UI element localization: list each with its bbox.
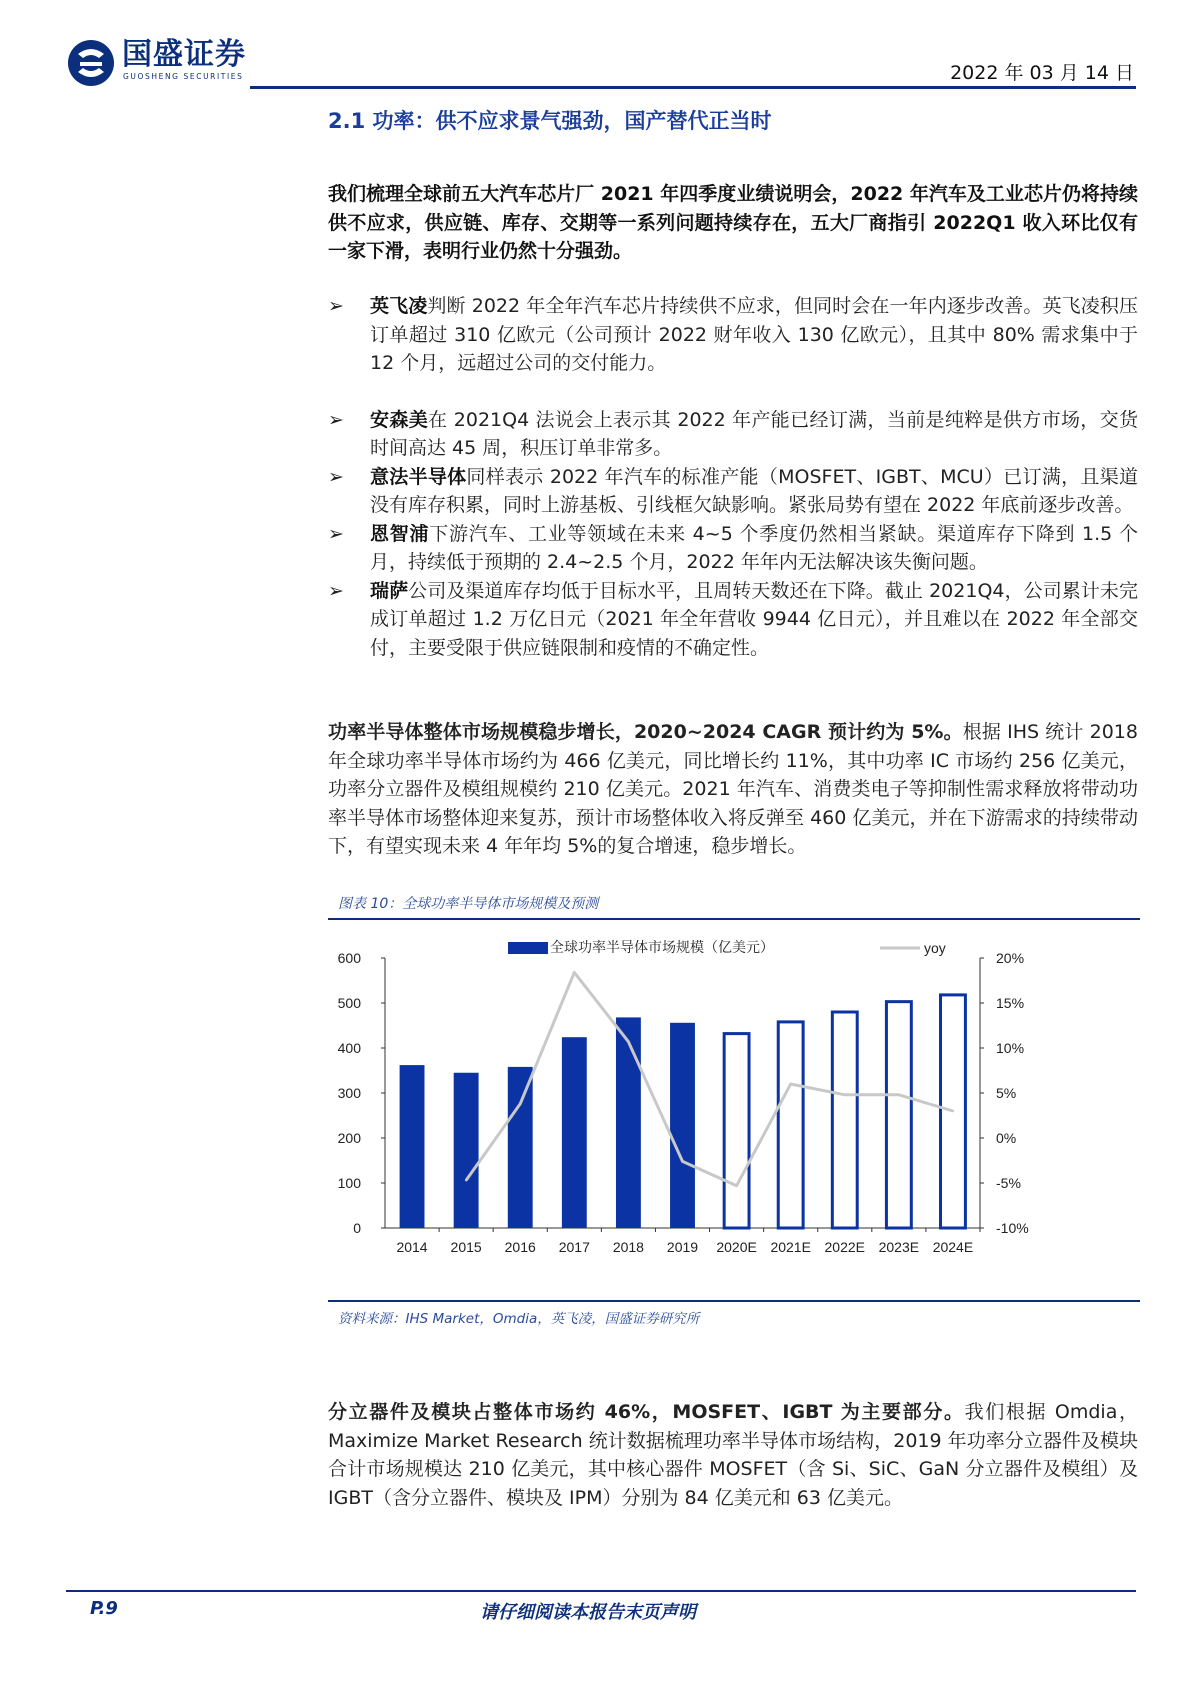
logo-subtext: GUOSHENG SECURITIES [123,72,244,81]
yoy-point [898,1094,900,1096]
paragraph-lead: 分立器件及模块占整体市场约 46%，MOSFET、IGBT 为主要部分。 [328,1401,965,1423]
x-tick-label: 2024E [932,1239,974,1255]
company-logo-icon [66,38,116,88]
figure-bottom-rule [328,1300,1140,1302]
bar-2016 [508,1067,533,1228]
right-tick-label: -5% [996,1175,1021,1191]
disclaimer-note: 请仔细阅读本报告末页声明 [480,1602,696,1623]
figure-source: 资料来源：IHS Market，Omdia，英飞凌，国盛证券研究所 [338,1311,700,1327]
right-tick-label: 20% [996,950,1025,966]
yoy-point [627,1041,629,1043]
x-tick-label: 2019 [666,1239,699,1255]
yoy-point [681,1160,683,1162]
section-title: 2.1 功率：供不应求景气强劲，国产替代正当时 [328,109,772,133]
right-tick-label: 10% [996,1040,1025,1056]
structure-paragraph [328,1398,1138,1512]
bar-2015 [454,1073,479,1228]
header-divider [250,86,1136,89]
yoy-point [519,1103,521,1105]
paragraph-lead: 功率半导体整体市场规模稳步增长，2020~2024 CAGR 预计约为 5%。 [328,721,963,743]
arrow-bullet-icon: ➢ [328,522,344,545]
bullet-text: 判断 2022 年全年汽车芯片持续供不应求，但同时会在一年内逐步改善。英飞凌积压订单超过 310 亿欧元（公司预计 2022 财年收入 130 亿欧元），且其中 80% 需求集中于 12 个月，远超过公司的交付能力。 [370,295,1138,374]
legend-bar-label: 全球功率半导体市场规模（亿美元） [550,939,774,955]
left-tick-label: 300 [337,1085,361,1101]
figure-caption: 图表 10：全球功率半导体市场规模及预测 [338,896,599,912]
left-tick-label: 0 [353,1220,361,1236]
list-item [328,577,1138,663]
report-date: 2022 年 03 月 14 日 [950,62,1134,84]
bullet-text: 在 2021Q4 法说会上表示其 2022 年产能已经订满，当前是纯粹是供方市场，交货时间高达 45 周，积压订单非常多。 [370,408,1138,459]
paragraph-body: 根据 IHS 统计 2018 年全球功率半导体市场约为 466 亿美元，同比增长约 11%，其中功率 IC 市场约 256 亿美元，功率分立器件及模组规模约 210 亿美元。2021 年汽车、消费类电子等抑制性需求释放将带动功率半导体市场整体迎来复苏，预计市场整体收入将反弹至 460 亿美元，并在下游需求的持续带动下，有望实现未来 4 年年均 5%的复合增速，稳步增长。 [328,721,1138,857]
yoy-point [735,1185,737,1187]
list-item [328,292,1138,378]
bar-2021E [778,1022,803,1228]
right-tick-label: -10% [996,1220,1029,1236]
chart-legend [508,939,946,956]
yoy-point [844,1094,846,1096]
legend-line-label: yoy [924,940,946,956]
legend-bar-swatch [508,942,548,954]
bar-2022E [832,1012,857,1228]
page-number: P.9 [90,1598,118,1619]
left-tick-label: 400 [337,1040,361,1056]
paragraph-body: 我们根据 Omdia，Maximize Market Research 统计数据梳理功率半导体市场结构，2019 年功率分立器件及模块合计市场规模达 210 亿美元，其中核心器件 MOSFET（含 Si、SiC、GaN 分立器件及模组）及 IGBT（含分立器件、模块及 IPM）分别为 84 亿美元和 63 亿美元。 [328,1401,1138,1509]
company-name: 恩智浦 [370,522,430,545]
market-size-chart [337,930,1120,1300]
left-tick-label: 600 [337,950,361,966]
market-size-paragraph [328,718,1138,861]
x-tick-label: 2021E [770,1239,811,1255]
company-name: 意法半导体 [370,465,467,488]
company-name: 瑞萨 [370,579,409,602]
x-tick-label: 2017 [558,1239,590,1255]
bullet-text: 公司及渠道库存均低于目标水平，且周转天数还在下降。截止 2021Q4，公司累计未完成订单超过 1.2 万亿日元（2021 年全年营收 9944 亿日元），并且难以在 2022 年全部交付，主要受限于供应链限制和疫情的不确定性。 [370,579,1138,659]
figure-top-rule [328,918,1140,920]
bar-series [400,995,966,1228]
list-item [328,406,1138,463]
arrow-bullet-icon: ➢ [328,465,344,488]
left-tick-label: 100 [337,1175,361,1191]
x-tick-label: 2016 [504,1239,536,1255]
footer-divider [66,1590,1136,1592]
yoy-point [573,971,575,973]
arrow-bullet-icon: ➢ [328,579,344,602]
right-tick-label: 15% [996,995,1025,1011]
bar-2023E [886,1002,911,1228]
list-item [328,463,1138,520]
left-tick-label: 200 [337,1130,361,1146]
bar-2014 [400,1065,425,1228]
bullet-text: 下游汽车、工业等领域在未来 4~5 个季度仍然相当紧缺。渠道库存下降到 1.5 个月，持续低于预期的 2.4~2.5 个月，2022 年年内无法解决该失衡问题。 [370,522,1138,573]
arrow-bullet-icon: ➢ [328,295,344,317]
intro-paragraph: 我们梳理全球前五大汽车芯片厂 2021 年四季度业绩说明会，2022 年汽车及工业芯片仍将持续供不应求，供应链、库存、交期等一系列问题持续存在，五大厂商指引 2022Q1 收入环比仅有一家下滑，表明行业仍然十分强劲。 [328,183,1138,262]
x-tick-label: 2023E [878,1239,920,1255]
yoy-line [466,972,953,1185]
x-axis-labels [396,1228,980,1255]
arrow-bullet-icon: ➢ [328,408,344,431]
list-item [328,520,1138,577]
logo-text: 国盛证券 [122,37,246,72]
yoy-point [789,1083,791,1085]
bar-2017 [562,1037,587,1228]
right-tick-label: 0% [996,1130,1017,1146]
yoy-series [465,971,954,1187]
bullet-text: 同样表示 2022 年汽车的标准产能（MOSFET、IGBT、MCU）已订满，且渠道没有库存积累，同时上游基板、引线框欠缺影响。紧张局势有望在 2022 年底前逐步改善。 [370,465,1138,516]
bar-2019 [670,1023,695,1228]
x-tick-label: 2018 [612,1239,644,1255]
yoy-point [952,1110,954,1112]
company-name: 安森美 [370,408,429,431]
x-tick-label: 2022E [824,1239,866,1255]
right-tick-label: 5% [996,1085,1017,1101]
bar-2020E [724,1034,749,1228]
x-tick-label: 2015 [450,1239,482,1255]
yoy-point [465,1179,467,1181]
bar-2018 [616,1017,641,1228]
left-tick-label: 500 [337,995,361,1011]
x-tick-label: 2020E [716,1239,757,1255]
x-tick-label: 2014 [396,1239,428,1255]
company-name: 英飞凌 [370,295,428,317]
company-bullet-list [328,292,1138,662]
